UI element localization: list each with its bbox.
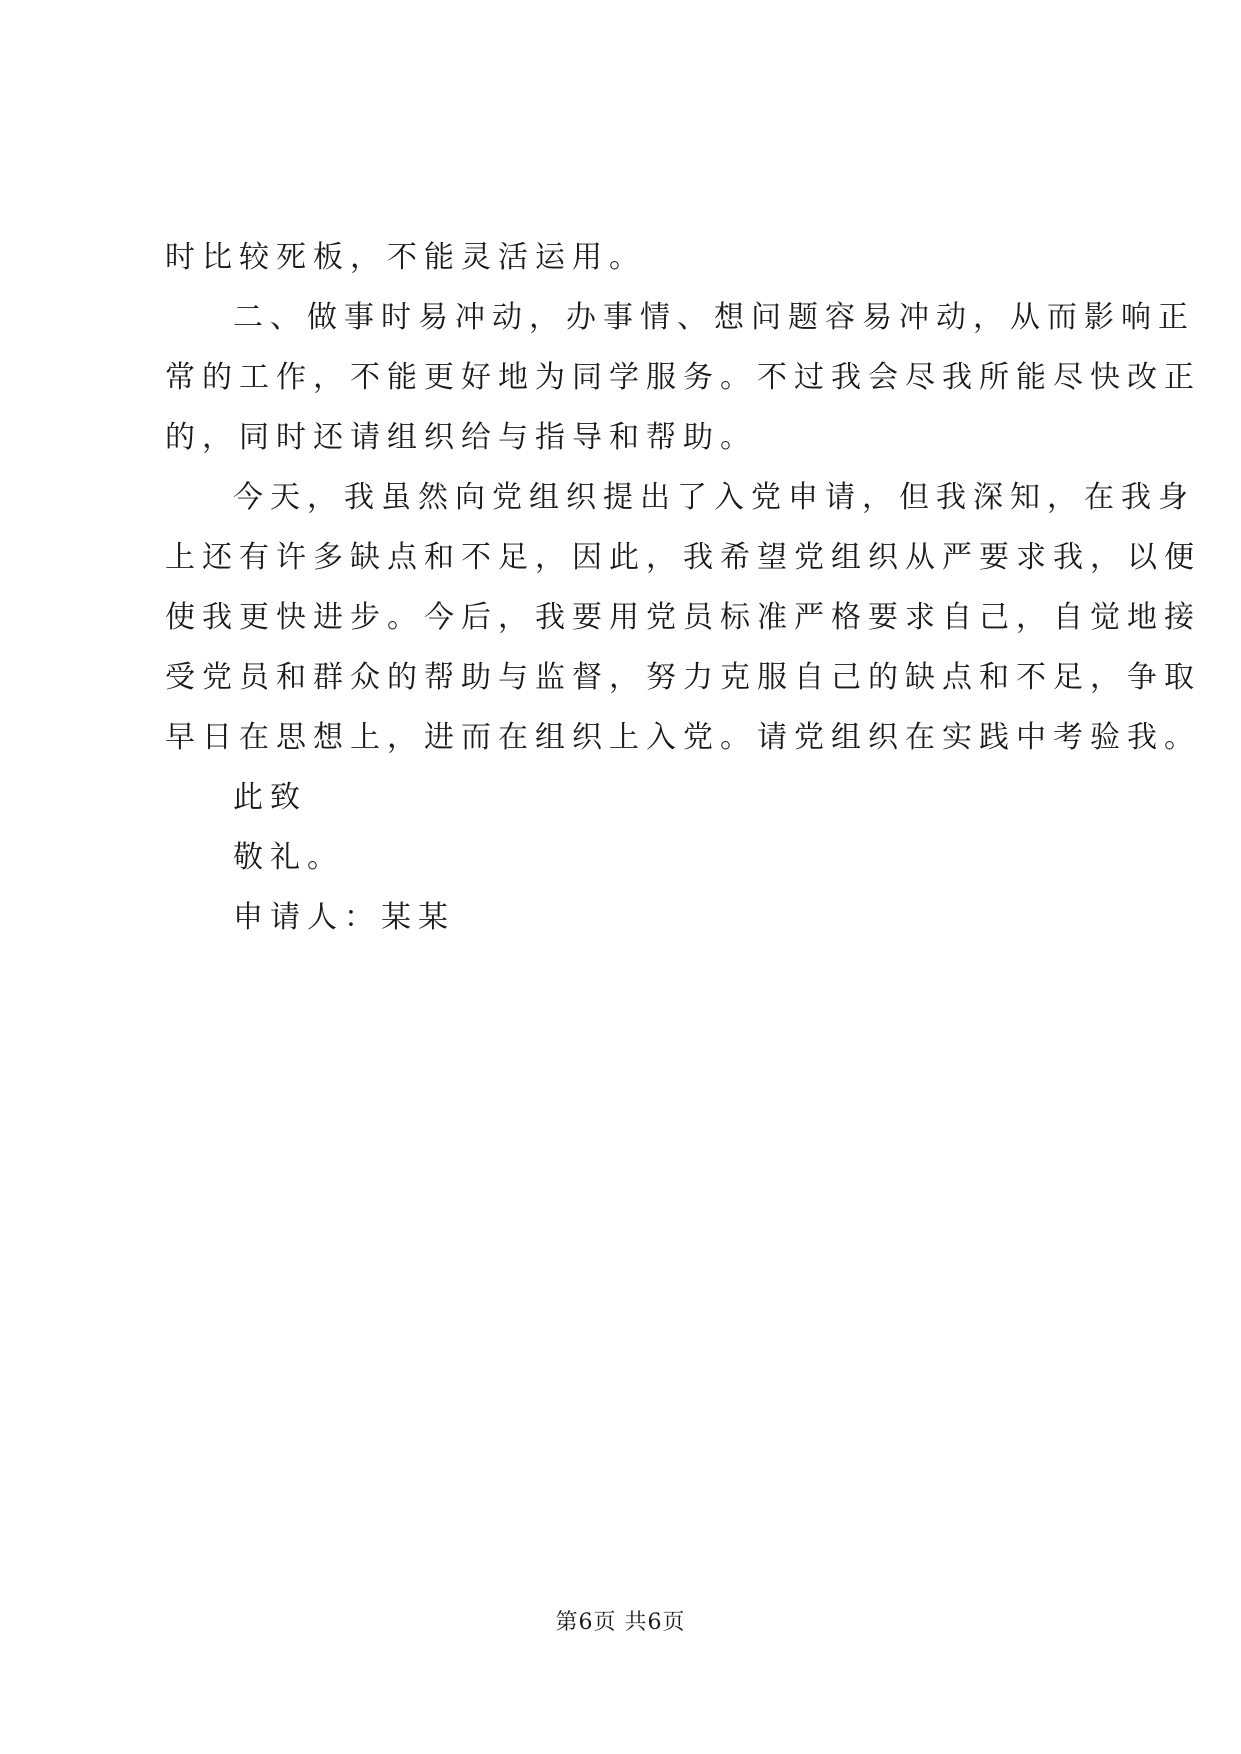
document-body <box>165 228 1201 948</box>
applicant-signature: 申请人：某某 <box>233 900 455 935</box>
body-line: 的，同时还请组织给与指导和帮助。 <box>165 420 757 455</box>
paragraph-line: 二、做事时易冲动，办事情、想问题容易冲动，从而影响正 <box>233 300 1195 335</box>
salutation-line: 敬礼。 <box>233 840 344 875</box>
paragraph-line: 今天，我虽然向党组织提出了入党申请，但我深知，在我身 <box>233 480 1195 515</box>
closing-line: 此致 <box>233 780 307 815</box>
body-line: 上还有许多缺点和不足，因此，我希望党组织从严要求我，以便 <box>165 540 1201 575</box>
body-line: 使我更快进步。今后，我要用党员标准严格要求自己，自觉地接 <box>165 600 1201 635</box>
page-number-footer: 第6页 共6页 <box>555 1610 686 1635</box>
body-line: 时比较死板，不能灵活运用。 <box>165 240 646 275</box>
body-line: 早日在思想上，进而在组织上入党。请党组织在实践中考验我。 <box>165 720 1201 755</box>
body-line: 受党员和群众的帮助与监督，努力克服自己的缺点和不足，争取 <box>165 660 1201 695</box>
body-line: 常的工作，不能更好地为同学服务。不过我会尽我所能尽快改正 <box>165 360 1201 395</box>
